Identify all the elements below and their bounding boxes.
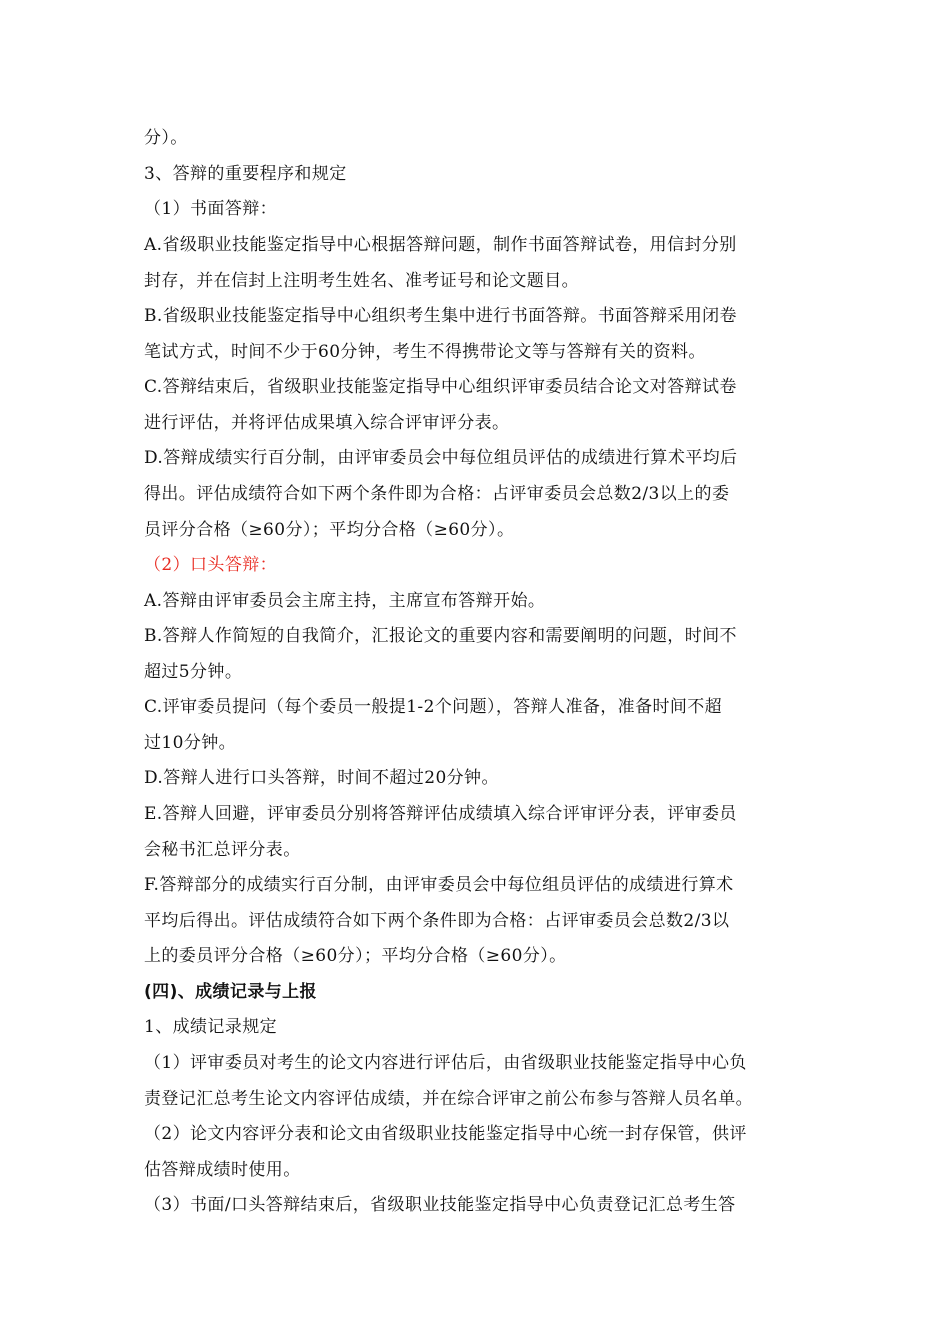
text-line: 笔试方式，时间不少于60分钟，考生不得携带论文等与答辩有关的资料。 bbox=[144, 342, 706, 362]
text-line: （2）论文内容评分表和论文由省级职业技能鉴定指导中心统一封存保管，供评 bbox=[144, 1124, 747, 1144]
text-line: C.答辩结束后，省级职业技能鉴定指导中心组织评审委员结合论文对答辩试卷 bbox=[144, 377, 737, 397]
text-line: 超过5分钟。 bbox=[144, 662, 243, 682]
text-line: 封存，并在信封上注明考生姓名、准考证号和论文题目。 bbox=[144, 271, 579, 291]
text-line: F.答辩部分的成绩实行百分制，由评审委员会中每位组员评估的成绩进行算术 bbox=[144, 875, 734, 895]
text-line: 估答辩成绩时使用。 bbox=[144, 1160, 301, 1180]
subsection-heading-highlighted: （2）口头答辩： bbox=[144, 555, 278, 575]
text-line: （3）书面/口头答辩结束后，省级职业技能鉴定指导中心负责登记汇总考生答 bbox=[144, 1195, 736, 1215]
text-line: C.评审委员提问（每个委员一般提1-2个问题），答辩人准备，准备时间不超 bbox=[144, 697, 723, 717]
text-line: 责登记汇总考生论文内容评估成绩，并在综合评审之前公布参与答辩人员名单。 bbox=[144, 1089, 753, 1109]
text-line: B.答辩人作简短的自我简介，汇报论文的重要内容和需要阐明的问题，时间不 bbox=[144, 626, 737, 646]
text-line: E.答辩人回避，评审委员分别将答辩评估成绩填入综合评审评分表，评审委员 bbox=[144, 804, 737, 824]
text-line: B.省级职业技能鉴定指导中心组织考生集中进行书面答辩。书面答辩采用闭卷 bbox=[144, 306, 737, 326]
section-heading: 3、答辩的重要程序和规定 bbox=[144, 164, 347, 184]
chapter-heading: (四)、成绩记录与上报 bbox=[144, 982, 317, 1002]
text-line: D.答辩人进行口头答辩，时间不超过20分钟。 bbox=[144, 768, 499, 788]
text-line: （1）评审委员对考生的论文内容进行评估后，由省级职业技能鉴定指导中心负 bbox=[144, 1053, 747, 1073]
text-line: 会秘书汇总评分表。 bbox=[144, 840, 301, 860]
text-line: D.答辩成绩实行百分制，由评审委员会中每位组员评估的成绩进行算术平均后 bbox=[144, 448, 738, 468]
text-line: 过10分钟。 bbox=[144, 733, 237, 753]
text-line: 平均后得出。评估成绩符合如下两个条件即为合格：占评审委员会总数2/3以 bbox=[144, 911, 730, 931]
text-line: A.省级职业技能鉴定指导中心根据答辩问题，制作书面答辩试卷，用信封分别 bbox=[144, 235, 737, 255]
text-line: 得出。评估成绩符合如下两个条件即为合格：占评审委员会总数2/3以上的委 bbox=[144, 484, 730, 504]
text-line: 上的委员评分合格（≥60分）；平均分合格（≥60分）。 bbox=[144, 946, 567, 966]
subsection-heading: （1）书面答辩： bbox=[144, 199, 278, 219]
text-line: 进行评估，并将评估成果填入综合评审评分表。 bbox=[144, 413, 510, 433]
section-heading: 1、成绩记录规定 bbox=[144, 1017, 278, 1037]
text-line: 分）。 bbox=[144, 128, 188, 148]
text-line: 员评分合格（≥60分）；平均分合格（≥60分）。 bbox=[144, 520, 515, 540]
text-line: A.答辩由评审委员会主席主持，主席宣布答辩开始。 bbox=[144, 591, 546, 611]
